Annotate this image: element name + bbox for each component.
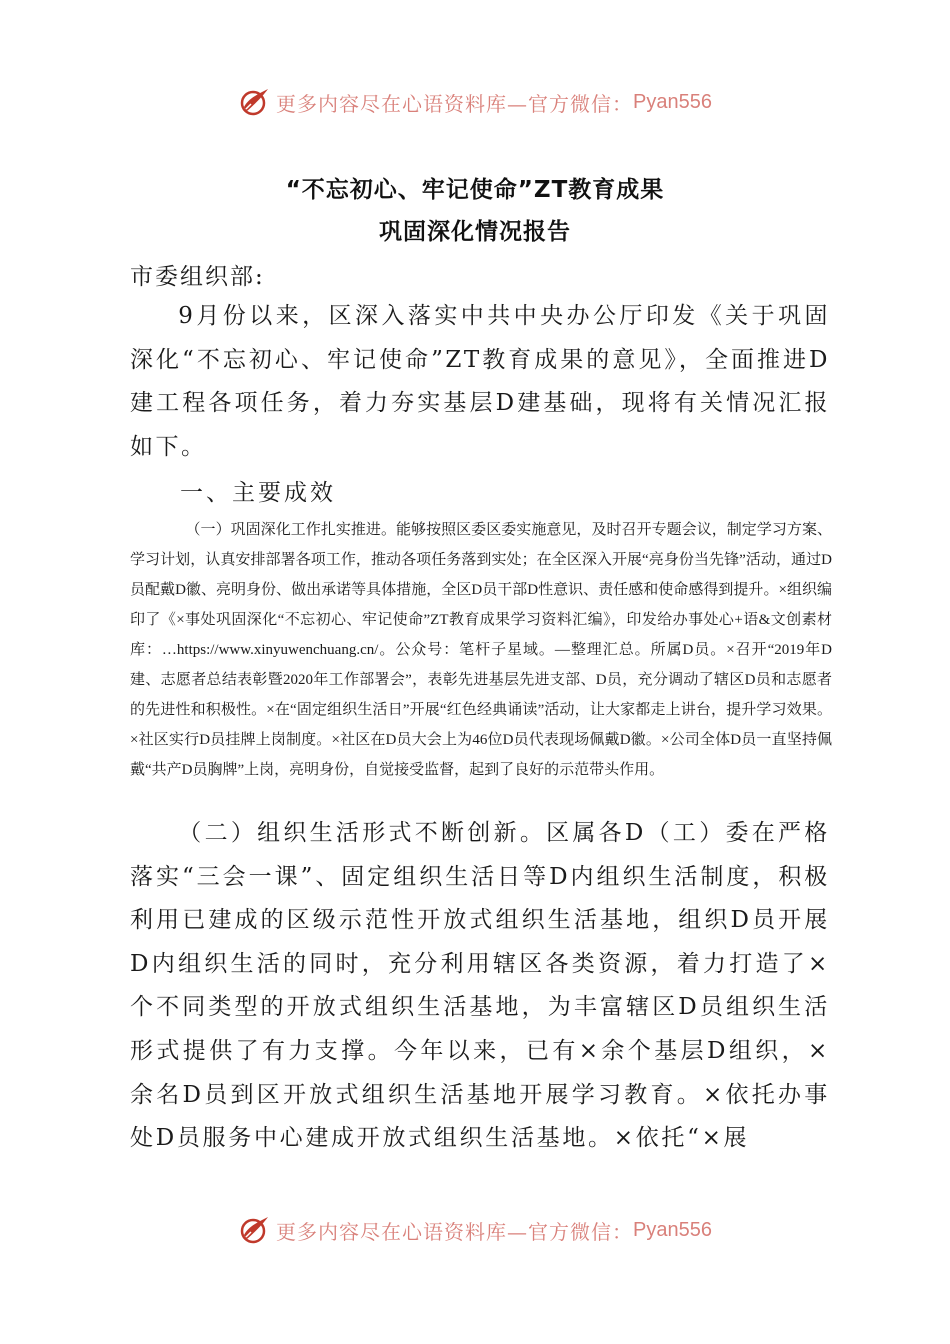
banner-wechat-id: Pyan556 (633, 1218, 712, 1241)
salutation: 市委组织部: (130, 264, 265, 290)
section1-paragraph-2: （二）组织生活形式不断创新。区属各D（工）委在严格落实“三会一课”、固定组织生活日等D内组织生活制度，积极利用已建成的区级示范性开放式组织生活基地，组织D员开展D内组织生活的同时，充分利用辖区各类资源，着力打造了×个不同类型的开放式组织生活基地，为丰富辖区D员组织生活形式提供了有力支撑。今年以来，已有×余个基层D组织，×余名D员到区开放式组织生活基地开展学习教育。×依托办事处D员服务中心建成开放式组织生活基地。×依托“×展 (130, 820, 830, 1152)
intro-paragraph: 9月份以来，区深入落实中共中央办公厅印发《关于巩固深化“不忘初心、牢记使命”ZT教育成果的意见》，全面推进D建工程各项任务，着力夯实基层D建基础，现将有关情况汇报如下。 (130, 303, 830, 460)
banner-text: 更多内容尽在心语资料库—官方微信： (276, 1219, 634, 1244)
document-title-line2: 巩固深化情况报告 (379, 219, 571, 245)
header-banner (0, 80, 950, 124)
section-heading: 一、主要成效 (180, 480, 336, 506)
document-title-line1: “不忘初心、牢记使命”ZT教育成果 (285, 177, 665, 203)
pen-logo-icon (238, 1213, 272, 1247)
pen-logo-icon (238, 85, 272, 119)
banner-text: 更多内容尽在心语资料库—官方微信： (276, 91, 634, 116)
footer-banner (0, 1208, 950, 1252)
section1-paragraph-1: （一）巩固深化工作扎实推进。能够按照区委区委实施意见，及时召开专题会议，制定学习方案、学习计划，认真安排部署各项工作，推动各项任务落到实处；在全区深入开展“亮身份当先锋”活动，通过D员配戴D徽、亮明身份、做出承诺等具体措施，全区D员干部D性意识、责任感和使命感得到提升。×组织编印了《×事处巩固深化“不忘初心、牢记使命”ZT教育成果学习资料汇编》，印发给办事处心+语&文创素材库：…https://www.xinyuwenchuang.cn/。公众号：笔杆子星域。—整理汇总。所属D员。×召开“2019年D建、志愿者总结表彰暨2020年工作部署会”，表彰先进基层先进支部、D员，充分调动了辖区D员和志愿者的先进性和积极性。×在“固定组织生活日”开展“红色经典诵读”活动，让大家都走上讲台，提升学习效果。×社区实行D员挂牌上岗制度。×社区在D员大会上为46位D员代表现场佩戴D徽。×公司全体D员一直坚持佩戴“共产D员胸牌”上岗，亮明身份，自觉接受监督，起到了良好的示范带头作用。 (130, 522, 832, 778)
banner-wechat-id: Pyan556 (633, 90, 712, 113)
